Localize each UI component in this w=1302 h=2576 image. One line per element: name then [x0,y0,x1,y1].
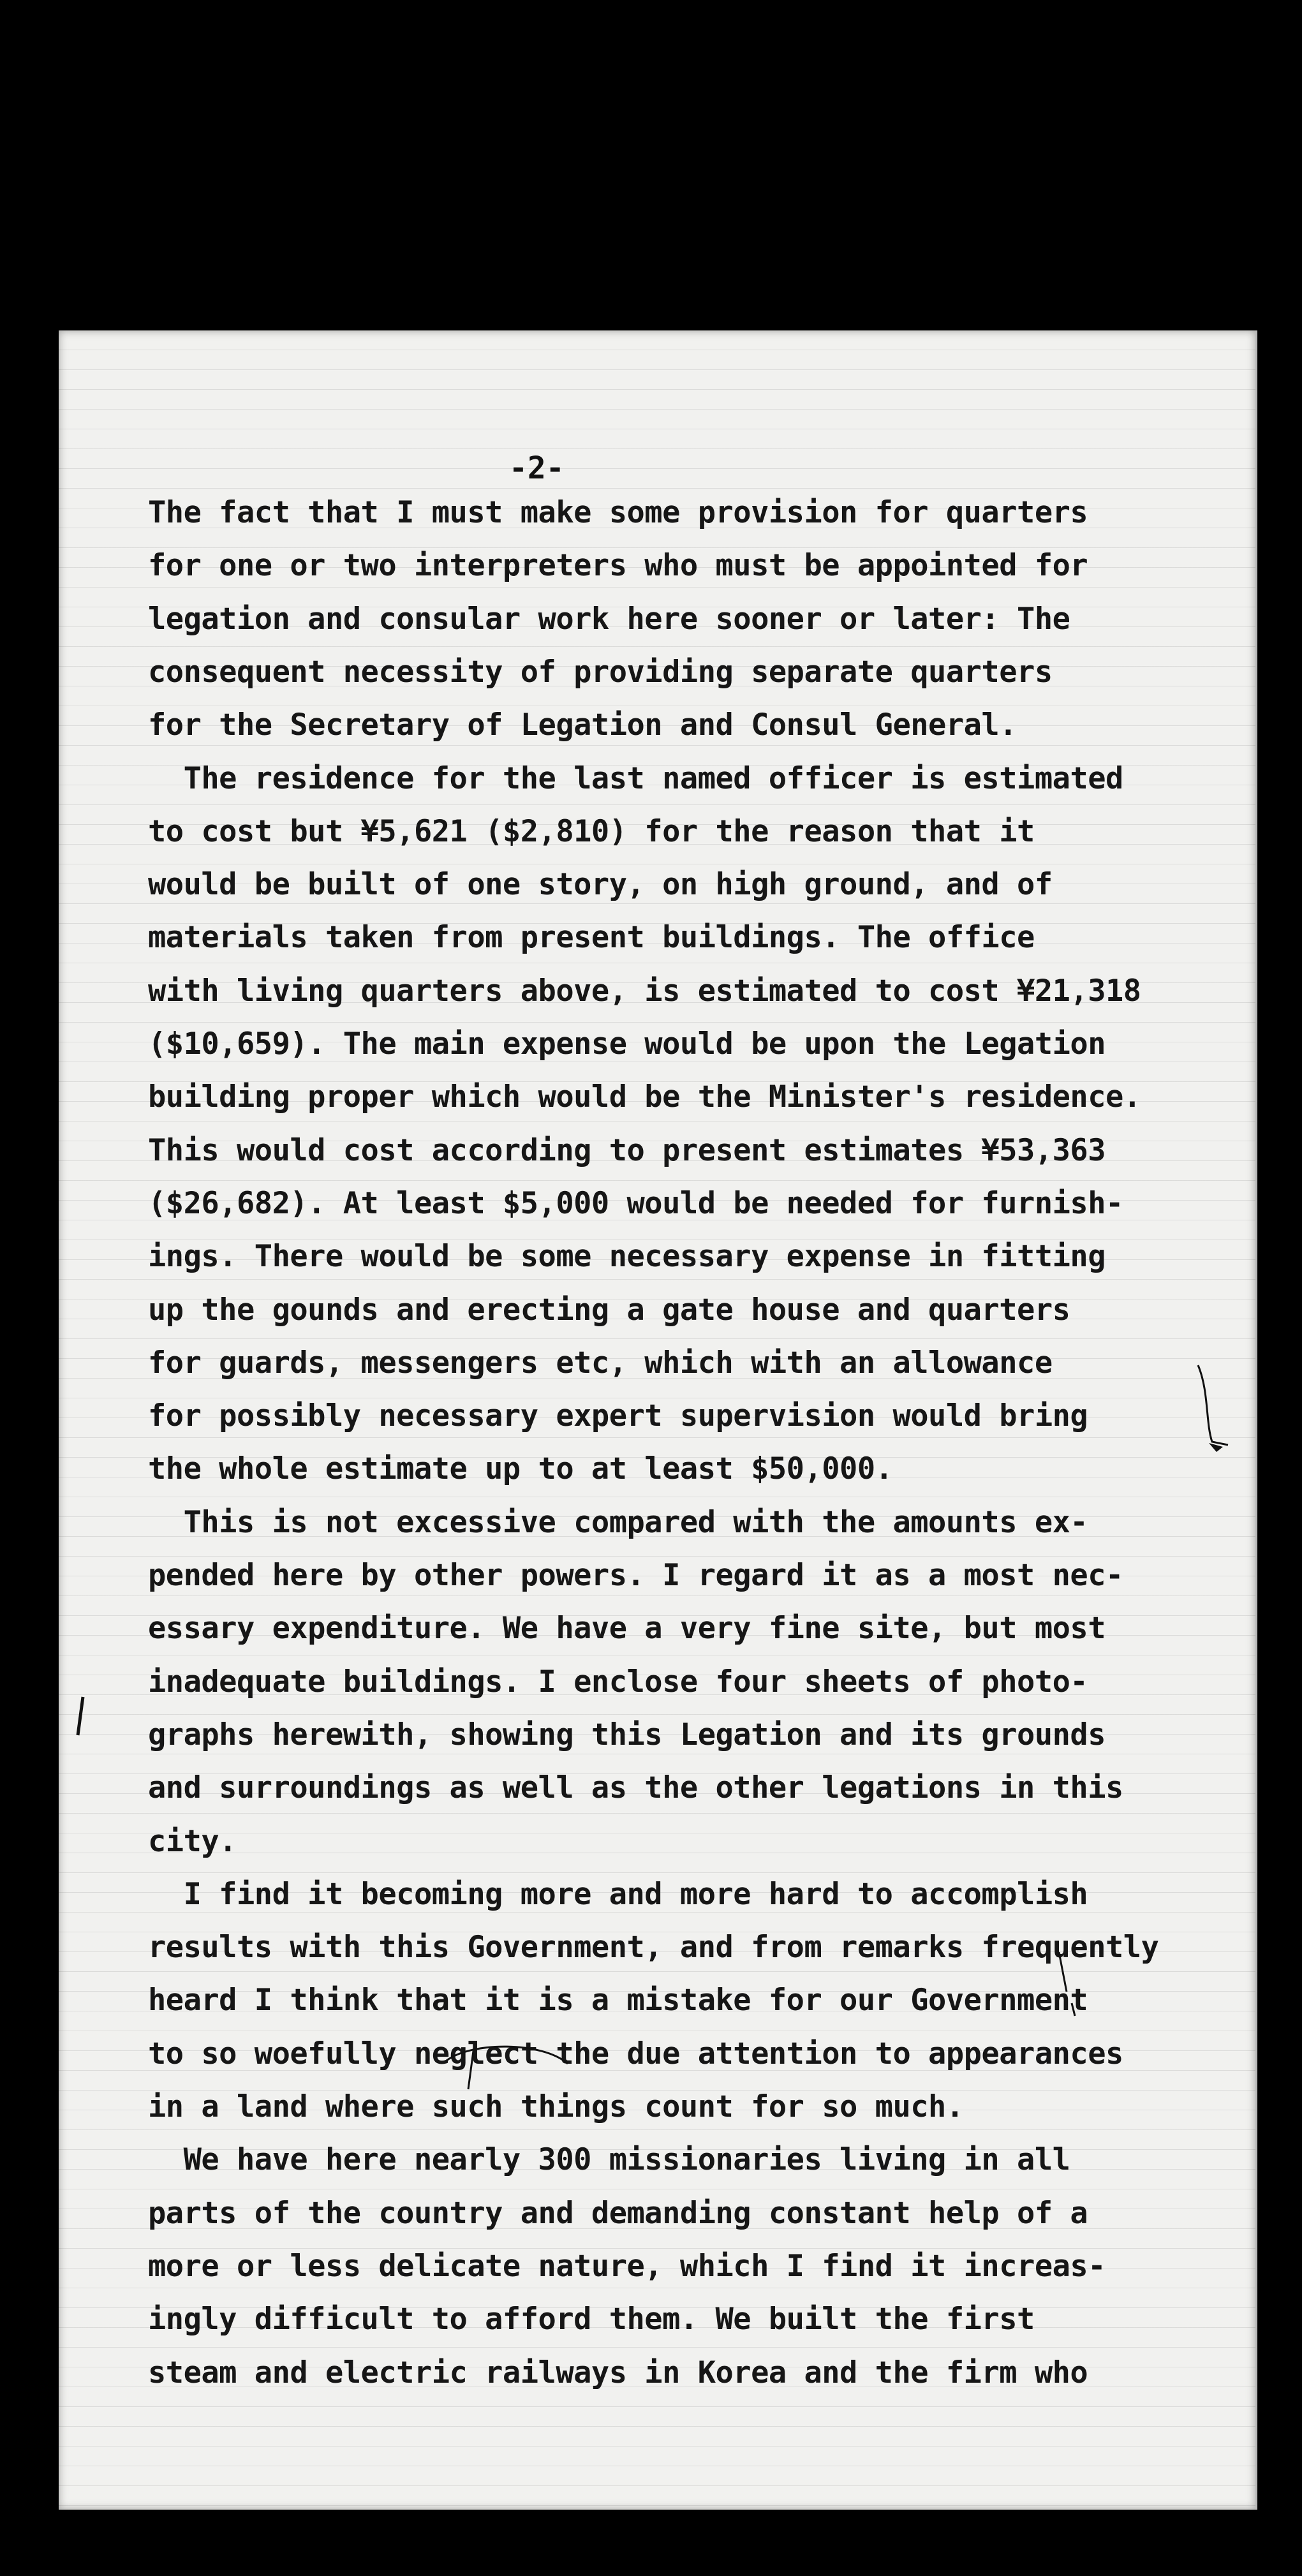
text-line: The residence for the last named officer is estimated [148,761,1123,796]
text-line: with living quarters above, is estimated to cost ¥21,318 [148,973,1141,1009]
text-line: inadequate buildings. I enclose four sheets of photo- [148,1664,1088,1699]
text-line: city. [148,1824,237,1859]
text-line: ($26,682). At least $5,000 would be needed for furnish- [148,1186,1123,1221]
text-line: pended here by other powers. I regard it as a most nec- [148,1558,1123,1593]
text-line: for the Secretary of Legation and Consul General. [148,707,1017,743]
text-line: for guards, messengers etc, which with an allowance [148,1345,1053,1381]
text-line: would be built of one story, on high ground, and of [148,867,1053,902]
text-line: to so woefully neglect the due attention to appearances [148,2036,1123,2071]
text-line: essary expenditure. We have a very fine site, but most [148,1611,1106,1646]
text-line: We have here nearly 300 missionaries living in all [148,2142,1070,2177]
text-line: and surroundings as well as the other legations in this [148,1770,1123,1805]
text-line: ($10,659). The main expense would be upon the Legation [148,1026,1106,1062]
text-line: materials taken from present buildings. The office [148,920,1035,955]
text-line: I find it becoming more and more hard to accomplish [148,1877,1088,1912]
text-line: for possibly necessary expert supervision would bring [148,1398,1088,1433]
page-number: -2- [509,450,565,486]
text-line: steam and electric railways in Korea and the firm who [148,2355,1088,2390]
text-line: to cost but ¥5,621 ($2,810) for the reason that it [148,814,1035,849]
text-line: heard I think that it is a mistake for our Government [148,1983,1088,2018]
text-line: results with this Government, and from remarks frequently [148,1930,1159,1965]
text-line: graphs herewith, showing this Legation and its grounds [148,1717,1106,1752]
text-line: legation and consular work here sooner or later: The [148,602,1070,637]
text-line: more or less delicate nature, which I find it increas- [148,2249,1106,2284]
text-line: consequent necessity of providing separate quarters [148,655,1053,690]
text-line: up the gounds and erecting a gate house and quarters [148,1292,1070,1328]
text-line: ingly difficult to afford them. We built the first [148,2302,1035,2337]
text-line: This would cost according to present estimates ¥53,363 [148,1133,1106,1168]
text-line: building proper which would be the Minister's residence. [148,1079,1141,1114]
text-line: for one or two interpreters who must be appointed for [148,548,1088,583]
text-line: the whole estimate up to at least $50,000. [148,1451,893,1486]
text-line: The fact that I must make some provision for quarters [148,495,1088,530]
text-line: ings. There would be some necessary expense in fitting [148,1239,1106,1274]
text-line: in a land where such things count for so much. [148,2089,964,2124]
text-line: parts of the country and demanding constant help of a [148,2196,1088,2231]
text-line: This is not excessive compared with the amounts ex- [148,1505,1088,1540]
